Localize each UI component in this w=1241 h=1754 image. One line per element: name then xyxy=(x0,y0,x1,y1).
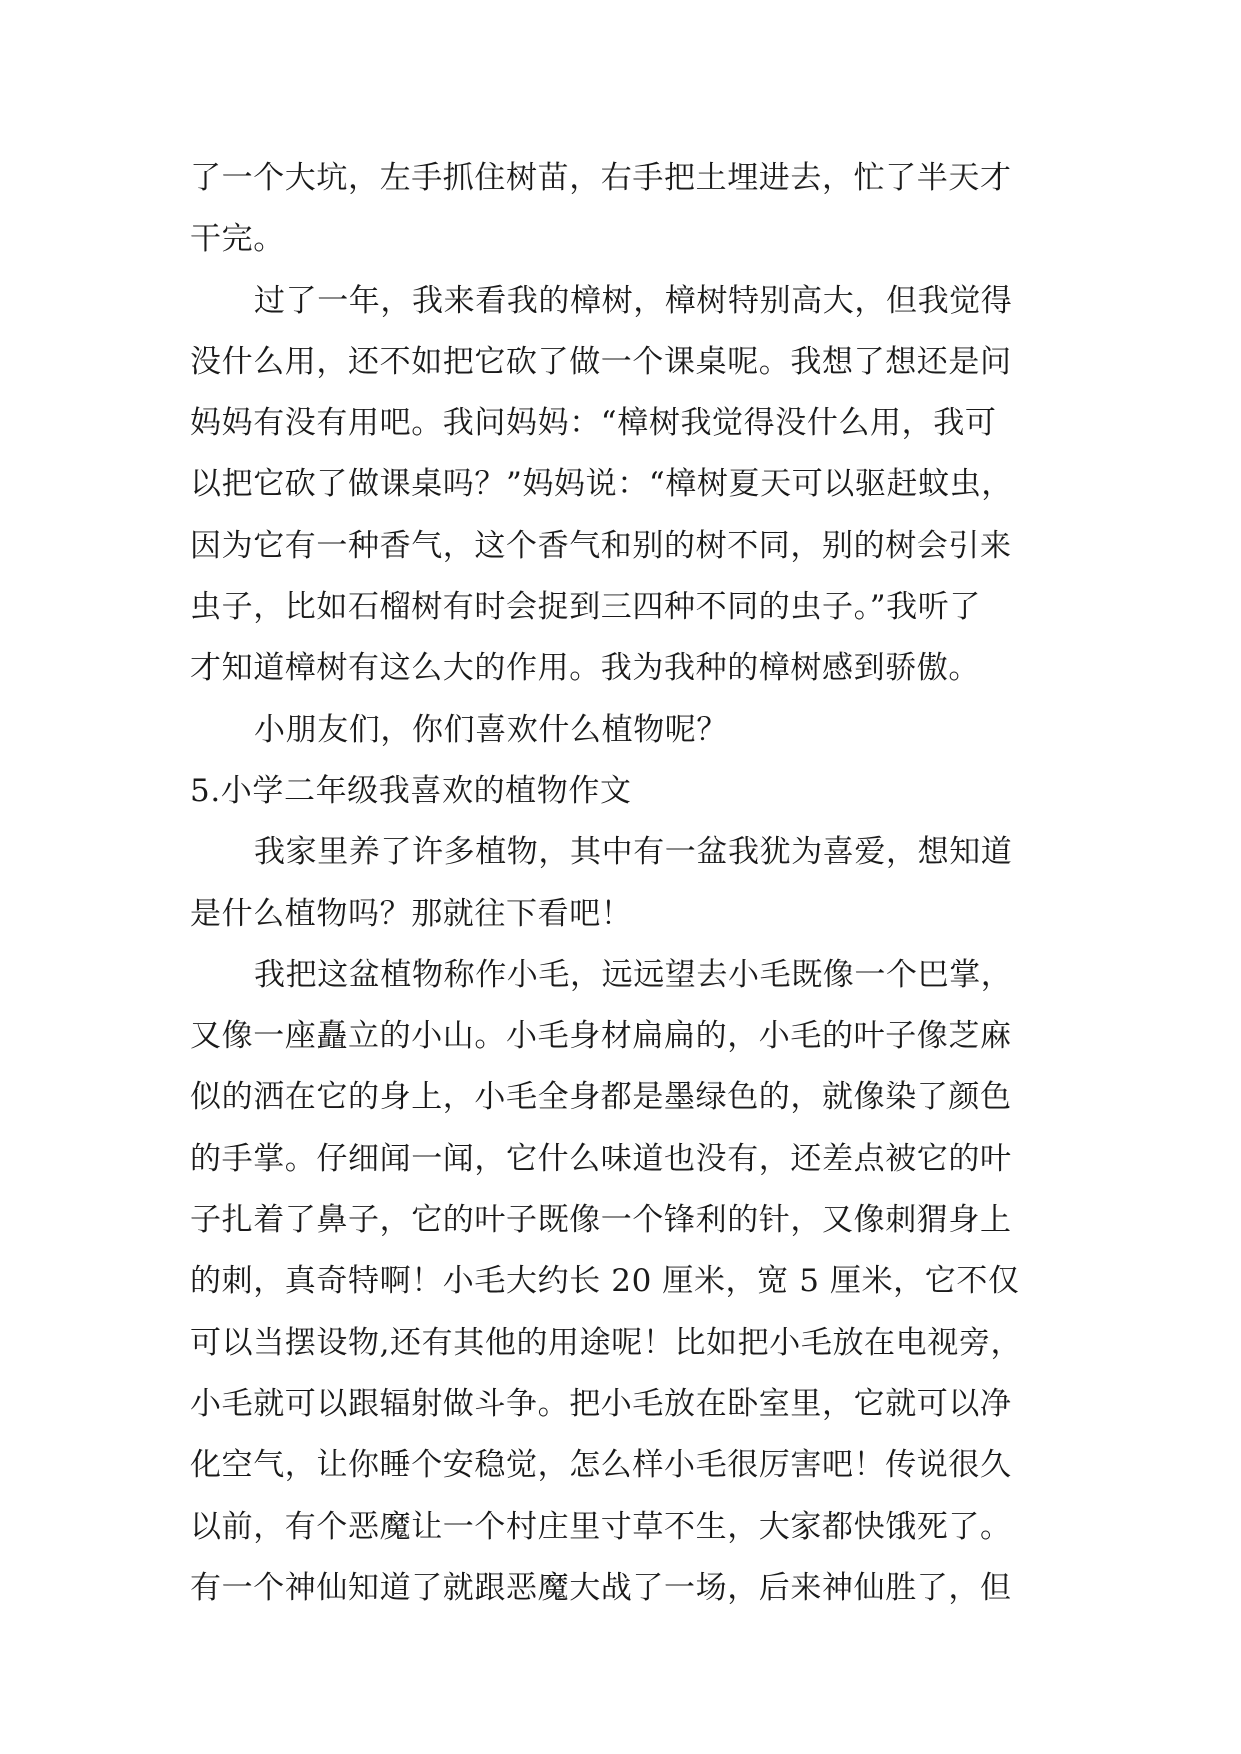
text-line: 干完。 xyxy=(190,221,285,258)
text-line: 妈妈有没有用吧。我问妈妈：“樟树我觉得没什么用，我可 xyxy=(190,405,997,442)
text-line: 我把这盆植物称作小毛，远远望去小毛既像一个巴掌， xyxy=(254,956,1013,993)
text-line: 可以当摆设物,还有其他的用途呢！比如把小毛放在电视旁， xyxy=(190,1324,1023,1361)
text-line: 没什么用，还不如把它砍了做一个课桌呢。我想了想还是问 xyxy=(190,343,1012,380)
text-line: 化空气，让你睡个安稳觉，怎么样小毛很厉害吧！传说很久 xyxy=(190,1447,1012,1484)
text-line: 虫子，比如石榴树有时会捉到三四种不同的虫子。”我听了 xyxy=(190,589,981,626)
text-line: 的手掌。仔细闻一闻，它什么味道也没有，还差点被它的叶 xyxy=(190,1140,1012,1177)
text-line: 又像一座矗立的小山。小毛身材扁扁的，小毛的叶子像芝麻 xyxy=(190,1018,1012,1055)
body-text xyxy=(190,148,1070,1619)
text-line: 了一个大坑，左手抓住树苗，右手把土埋进去，忙了半天才 xyxy=(190,160,1012,196)
text-line: 似的洒在它的身上，小毛全身都是墨绿色的，就像染了颜色 xyxy=(190,1079,1012,1116)
text-line: 我家里养了许多植物，其中有一盆我犹为喜爱，想知道 xyxy=(254,834,1013,871)
text-line: 子扎着了鼻子，它的叶子既像一个锋利的针，又像刺猬身上 xyxy=(190,1202,1012,1239)
text-line: 才知道樟树有这么大的作用。我为我种的樟树感到骄傲。 xyxy=(190,650,980,687)
text-line: 小毛就可以跟辐射做斗争。把小毛放在卧室里，它就可以净 xyxy=(190,1385,1012,1422)
text-line: 以把它砍了做课桌吗？”妈妈说：“樟树夏天可以驱赶蚊虫， xyxy=(190,466,1013,503)
text-line: 的刺，真奇特啊！小毛大约长 20 厘米，宽 5 厘米，它不仅 xyxy=(190,1263,1020,1300)
text-line: 过了一年，我来看我的樟树，樟树特别高大，但我觉得 xyxy=(254,282,1013,319)
text-line: 5.小学二年级我喜欢的植物作文 xyxy=(190,772,632,809)
text-line: 是什么植物吗？那就往下看吧！ xyxy=(190,895,633,932)
text-line: 以前，有个恶魔让一个村庄里寸草不生，大家都快饿死了。 xyxy=(190,1508,1012,1545)
text-line: 小朋友们，你们喜欢什么植物呢？ xyxy=(254,711,728,748)
text-line: 因为它有一种香气，这个香气和别的树不同，别的树会引来 xyxy=(190,527,1012,564)
text-line: 有一个神仙知道了就跟恶魔大战了一场，后来神仙胜了，但 xyxy=(190,1569,1012,1606)
